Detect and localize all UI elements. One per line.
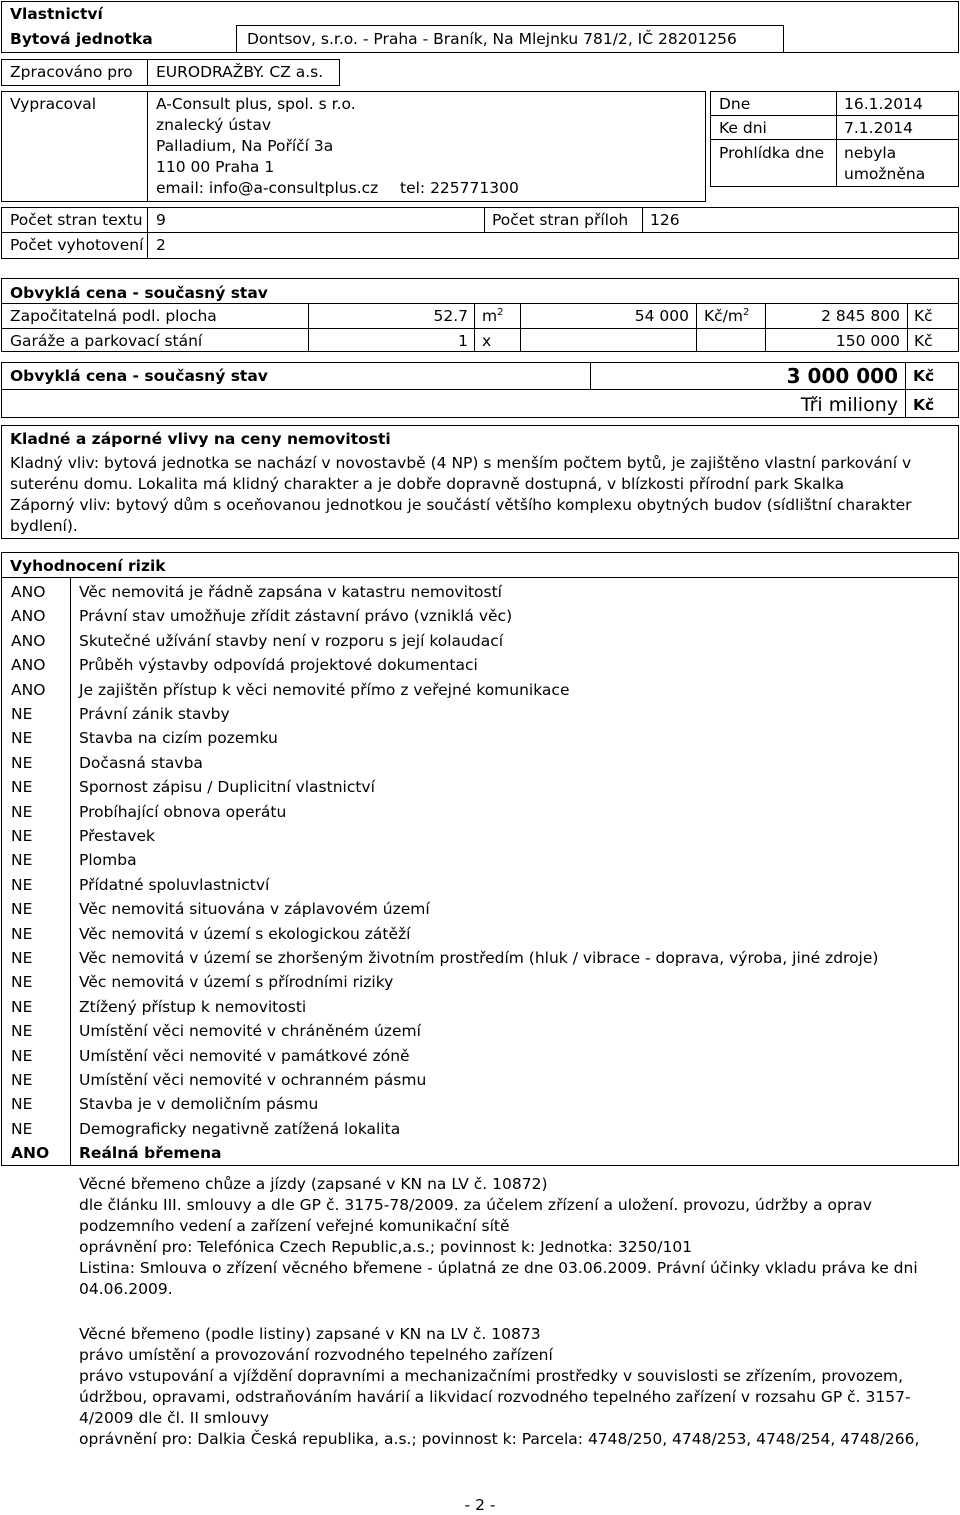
risk-text: Přestavek [79, 827, 155, 845]
risk-answer: NE [11, 802, 33, 821]
risk-answer: NE [11, 900, 33, 919]
burden-2-text [79, 1324, 919, 1450]
influences-title: Kladné a záporné vlivy na ceny nemovitosti [10, 430, 391, 448]
as-of-label: Ke dni [719, 119, 767, 137]
burden2-line: údržbou, opravami, odstraňováním havárií a likvidací rozvodného tepelného zařízení v rozsahu GP č. 3157- [79, 1388, 911, 1406]
risks-header-line [1, 577, 959, 578]
author-label: Vypracoval [10, 95, 97, 113]
price-row-1-qty: 52.7 [433, 307, 468, 325]
risk-row [0, 898, 960, 922]
price-col-3 [520, 303, 521, 352]
risk-text: Věc nemovitá situována v záplavovém území [79, 900, 430, 919]
burden1-line: Listina: Smlouva o zřízení věcného břemene - úplatná ze dne 03.06.2009. Právní účinky vkladu práva ke dni [79, 1259, 918, 1277]
risk-row [0, 825, 960, 849]
price-line-2 [1, 328, 959, 329]
risk-answer: NE [11, 924, 33, 943]
burden2-line: právo vstupování a vjíždění dopravními a mechanizačními prostředky v souvislosti se zřízením, provozem, [79, 1367, 904, 1385]
risk-text: Ztížený přístup k nemovitosti [79, 997, 307, 1016]
price-section-title: Obvyklá cena - současný stav [10, 284, 268, 302]
risk-text: Umístění věci nemovité v památkové zóně [79, 1046, 410, 1065]
risk-row [0, 1069, 960, 1093]
summary-words: Tři miliony [800, 394, 898, 416]
copies-value: 2 [156, 236, 166, 254]
burden1-line: dle článku III. smlouvy a dle GP č. 3175-78/2009. za účelem zřízení a uložení. provozu, údržby a oprav [79, 1196, 872, 1214]
risk-answer: NE [11, 705, 33, 723]
risk-answer: NE [11, 949, 33, 967]
page-number: - 2 - [464, 1496, 496, 1514]
risk-answer: ANO [11, 607, 46, 626]
price-col-6 [907, 303, 908, 352]
inspection-value-2: umožněna [844, 165, 926, 183]
influences-line-1: Kladný vliv: bytová jednotka se nachází v novostavbě (4 NP) s menším počtem bytů, je zajištěno vlastní parkování v [10, 454, 912, 472]
risk-row [0, 947, 960, 971]
risk-row [0, 923, 960, 947]
influences-line-4: bydlení). [10, 517, 78, 535]
unit-label: Bytová jednotka [10, 30, 153, 48]
text-pages-value: 9 [156, 211, 166, 229]
risk-answer: NE [11, 973, 33, 992]
risk-answer: NE [11, 729, 33, 748]
risk-text: Skutečné užívání stavby není v rozporu s její kolaudací [79, 631, 504, 650]
risk-row [0, 752, 960, 776]
author-institute: znalecký ústav [156, 116, 271, 134]
risk-row [0, 679, 960, 703]
processed-divider [147, 59, 148, 86]
counts-divider-1 [147, 207, 148, 259]
risk-text: Spornost zápisu / Duplicitní vlastnictví [79, 778, 375, 797]
author-phone: tel: 225771300 [400, 179, 519, 197]
counts-divider-3 [642, 207, 643, 232]
author-divider [147, 91, 148, 202]
counts-line [1, 232, 959, 233]
price-col-2 [474, 303, 475, 352]
burden1-line: Věcné břemeno chůze a jízdy (zapsané v KN na LV č. 10872) [79, 1175, 548, 1193]
attachment-pages-label: Počet stran příloh [492, 211, 629, 229]
risk-answer: ANO [11, 631, 46, 650]
influences-line-2: suterénu domu. Lokalita má klidný charakter a je dobře dopravně dostupná, v blízkosti přírodní park Skalka [10, 475, 845, 493]
summary-label: Obvyklá cena - současný stav [10, 367, 268, 385]
price-row-1-rate-unit: $Kč/m^2$ [704, 306, 750, 325]
risk-answer: ANO [11, 680, 46, 699]
risk-text: Demograficky negativně zatížená lokalita [79, 1119, 401, 1138]
risk-text: Stavba je v demoličním pásmu [79, 1095, 319, 1114]
burden2-line: 4/2009 dle čl. II smlouvy [79, 1409, 269, 1427]
risk-answer: ANO [11, 1144, 50, 1163]
burden1-line: podzemního vedení a zařízení veřejné komunikační sítě [79, 1217, 510, 1235]
inspection-value-1: nebyla [844, 144, 897, 162]
price-row-1-currency: Kč [914, 307, 933, 325]
risk-text: Právní zánik stavby [79, 705, 230, 723]
author-company: A-Consult plus, spol. s r.o. [156, 95, 356, 113]
risk-text: Stavba na cizím pozemku [79, 729, 278, 748]
risk-text: Dočasná stavba [79, 753, 203, 772]
price-line-1 [1, 303, 959, 304]
influences-line-3: Záporný vliv: bytový dům s oceňovanou jednotkou je součástí většího komplexu obytných budov (sídlištní charakter [10, 496, 912, 514]
risk-answer: ANO [11, 583, 46, 601]
risk-answer: NE [11, 1022, 33, 1041]
risk-answer: NE [11, 1095, 33, 1114]
burden1-line: oprávnění pro: Telefónica Czech Republic,a.s.; povinnost k: Jednotka: 3250/101 [79, 1238, 693, 1256]
price-col-5 [765, 303, 766, 352]
as-of-value: 7.1.2014 [844, 119, 914, 137]
risk-row [0, 849, 960, 873]
risks-title: Vyhodnocení rizik [10, 557, 166, 575]
risk-row [0, 581, 960, 605]
summary-divider-2 [905, 362, 906, 418]
price-row-2-unit: x [482, 332, 492, 350]
risk-text: Průběh výstavby odpovídá projektové dokumentaci [79, 656, 478, 675]
processed-label: Zpracováno pro [10, 63, 133, 81]
price-row-2-total: 150 000 [835, 332, 900, 350]
risk-answer: NE [11, 827, 33, 845]
burden2-line: Věcné břemeno (podle listiny) zapsané v KN na LV č. 10873 [79, 1325, 541, 1343]
risk-text: Věc nemovitá v území se zhoršeným životním prostředím (hluk / vibrace - doprava, výroba, jiné zdroje) [79, 949, 879, 967]
risk-row [0, 874, 960, 898]
risk-text: Probíhající obnova operátu [79, 802, 287, 821]
burden2-line: právo umístění a provozování rozvodného tepelného zařízení [79, 1346, 553, 1364]
risk-answer: NE [11, 1046, 33, 1065]
summary-value: 3 000 000 [786, 364, 898, 388]
risk-row [0, 703, 960, 727]
risk-text: Umístění věci nemovité v ochranném pásmu [79, 1071, 427, 1089]
risk-text: Je zajištěn přístup k věci nemovité přímo z veřejné komunikace [79, 680, 570, 699]
risk-row [0, 1093, 960, 1117]
burden1-line: 04.06.2009. [79, 1280, 173, 1298]
burden-1-text [79, 1174, 919, 1300]
processed-value: EURODRAŽBY. CZ a.s. [156, 63, 324, 81]
risk-row [0, 971, 960, 995]
risk-answer: NE [11, 1119, 33, 1138]
copies-label: Počet vyhotovení [10, 236, 144, 254]
risk-text: Plomba [79, 851, 137, 870]
author-email: email: info@a-consultplus.cz [156, 179, 379, 197]
date-label: Dne [719, 95, 751, 113]
author-city: 110 00 Praha 1 [156, 158, 275, 176]
counts-divider-2 [484, 207, 485, 232]
risk-row [0, 801, 960, 825]
risk-row [0, 1045, 960, 1069]
risk-row [0, 654, 960, 678]
burden2-line: oprávnění pro: Dalkia Česká republika, a.s.; povinnost k: Parcela: 4748/250, 4748/253, 4748/254, 4748/266, [79, 1430, 920, 1448]
risk-text: Věc nemovitá je řádně zapsána v katastru nemovitostí [79, 583, 502, 601]
counts-box [1, 207, 959, 259]
author-street: Palladium, Na Poříčí 3a [156, 137, 334, 155]
price-row-2-currency: Kč [914, 332, 933, 350]
text-pages-label: Počet stran textu [10, 211, 143, 229]
risk-answer: NE [11, 1071, 33, 1089]
risk-answer: NE [11, 851, 33, 870]
risk-text: Umístění věci nemovité v chráněném území [79, 1022, 421, 1041]
risk-answer: NE [11, 778, 33, 797]
inspection-label: Prohlídka dne [719, 144, 825, 162]
price-row-1-unit: $m^2$ [482, 306, 504, 325]
risk-text: Věc nemovitá v území s ekologickou zátěží [79, 924, 411, 943]
date-value: 16.1.2014 [844, 95, 923, 113]
attachment-pages-value: 126 [650, 211, 680, 229]
risk-answer: ANO [11, 656, 46, 675]
summary-words-currency: Kč [913, 396, 935, 414]
risk-text: Věc nemovitá v území s přírodními riziky [79, 973, 394, 992]
summary-line [1, 389, 959, 390]
section-title-ownership: Vlastnictví [10, 5, 103, 23]
price-row-1-name: Započitatelná podl. plocha [10, 307, 217, 325]
price-row-2-name: Garáže a parkovací stání [10, 332, 203, 350]
price-row-2-qty: 1 [458, 332, 468, 350]
risk-row [0, 727, 960, 751]
risk-answer: NE [11, 753, 33, 772]
risk-row [0, 776, 960, 800]
price-col-4 [696, 303, 697, 352]
price-row-1-rate: 54 000 [634, 307, 689, 325]
risk-row [0, 1142, 960, 1166]
risk-answer: NE [11, 875, 33, 894]
price-col-1 [308, 303, 309, 352]
risk-row [0, 605, 960, 629]
dates-line-1 [710, 115, 959, 116]
unit-value: Dontsov, s.r.o. - Praha - Braník, Na Mlejnku 781/2, IČ 28201256 [247, 30, 737, 48]
summary-currency: Kč [913, 367, 935, 385]
risk-text: Reálná břemena [79, 1144, 222, 1163]
risk-text: Přídatné spoluvlastnictví [79, 875, 270, 894]
risk-text: Právní stav umožňuje zřídit zástavní právo (vzniklá věc) [79, 607, 513, 626]
summary-divider-1 [590, 362, 591, 389]
dates-divider [836, 91, 837, 187]
risk-row [0, 996, 960, 1020]
risk-row [0, 1020, 960, 1044]
risk-row [0, 1118, 960, 1142]
risk-row [0, 630, 960, 654]
risk-answer: NE [11, 997, 33, 1016]
price-row-1-total: 2 845 800 [821, 307, 900, 325]
dates-line-2 [710, 139, 959, 140]
